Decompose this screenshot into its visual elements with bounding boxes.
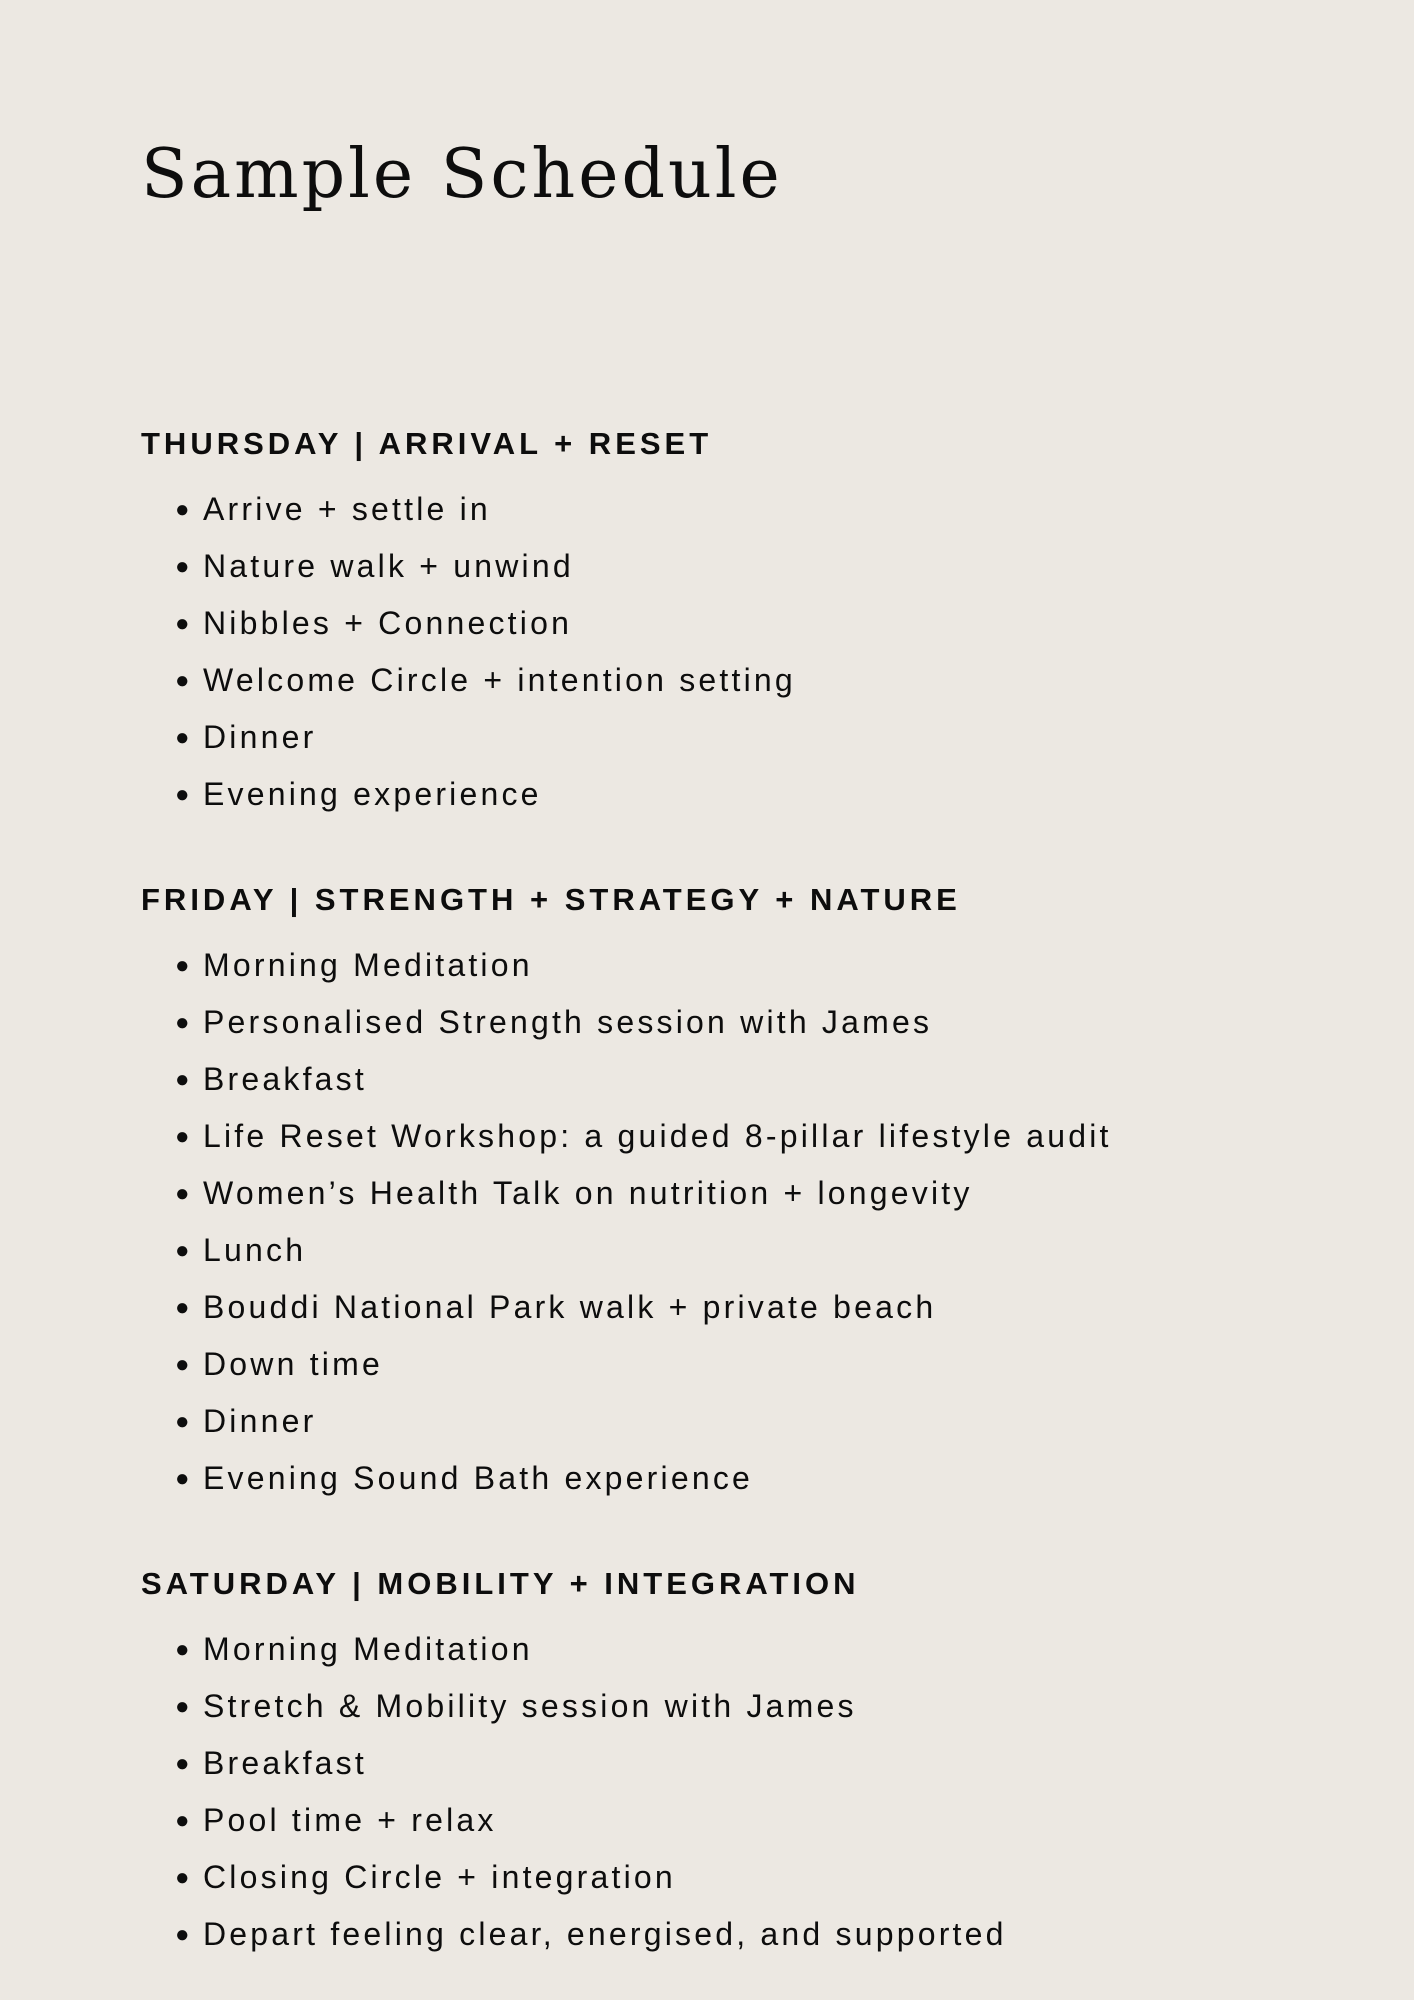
list-item xyxy=(141,481,1414,538)
list-item-label: Life Reset Workshop: a guided 8-pillar lifestyle audit xyxy=(203,1118,1112,1154)
bullet-icon: ● xyxy=(175,1636,190,1663)
list-item-label: Nature walk + unwind xyxy=(203,548,574,584)
list-item-label: Lunch xyxy=(203,1232,307,1268)
bullet-icon: ● xyxy=(175,1009,190,1036)
list-item xyxy=(141,766,1414,823)
bullet-icon: ● xyxy=(175,1294,190,1321)
bullet-icon: ● xyxy=(175,1864,190,1891)
list-item xyxy=(141,1336,1414,1393)
page-title: Sample Schedule xyxy=(141,135,783,214)
list-item xyxy=(141,538,1414,595)
bullet-icon: ● xyxy=(175,1237,190,1264)
section-friday xyxy=(141,880,1414,1507)
list-item-label: Evening Sound Bath experience xyxy=(203,1460,754,1496)
list-item xyxy=(141,1393,1414,1450)
bullet-icon: ● xyxy=(175,952,190,979)
list-item xyxy=(141,652,1414,709)
list-item-label: Closing Circle + integration xyxy=(203,1859,676,1895)
list-item-label: Breakfast xyxy=(203,1745,367,1781)
bullet-icon: ● xyxy=(175,553,190,580)
section-heading-saturday: SATURDAY | MOBILITY + INTEGRATION xyxy=(141,1566,860,1601)
list-item xyxy=(141,994,1414,1051)
list-item-label: Arrive + settle in xyxy=(203,491,491,527)
list-item-label: Nibbles + Connection xyxy=(203,605,573,641)
bullet-icon: ● xyxy=(175,1921,190,1948)
item-list-thursday xyxy=(141,481,1414,823)
bullet-icon: ● xyxy=(175,724,190,751)
list-item xyxy=(141,1279,1414,1336)
list-item-label: Pool time + relax xyxy=(203,1802,497,1838)
list-item xyxy=(141,1621,1414,1678)
item-list-saturday xyxy=(141,1621,1414,1963)
list-item-label: Dinner xyxy=(203,1403,317,1439)
bullet-icon: ● xyxy=(175,1693,190,1720)
bullet-icon: ● xyxy=(175,610,190,637)
list-item-label: Evening experience xyxy=(203,776,542,812)
list-item-label: Depart feeling clear, energised, and supported xyxy=(203,1916,1007,1952)
bullet-icon: ● xyxy=(175,496,190,523)
section-heading-thursday: THURSDAY | ARRIVAL + RESET xyxy=(141,426,713,461)
bullet-icon: ● xyxy=(175,1351,190,1378)
bullet-icon: ● xyxy=(175,1180,190,1207)
list-item-label: Down time xyxy=(203,1346,383,1382)
list-item xyxy=(141,937,1414,994)
list-item xyxy=(141,1792,1414,1849)
item-list-friday xyxy=(141,937,1414,1507)
bullet-icon: ● xyxy=(175,1123,190,1150)
list-item-label: Breakfast xyxy=(203,1061,367,1097)
bullet-icon: ● xyxy=(175,667,190,694)
list-item xyxy=(141,1450,1414,1507)
list-item-label: Morning Meditation xyxy=(203,1631,533,1667)
list-item-label: Stretch & Mobility session with James xyxy=(203,1688,857,1724)
list-item xyxy=(141,1108,1414,1165)
list-item-label: Dinner xyxy=(203,719,317,755)
bullet-icon: ● xyxy=(175,1807,190,1834)
list-item xyxy=(141,1906,1414,1963)
list-item xyxy=(141,1222,1414,1279)
list-item xyxy=(141,1051,1414,1108)
list-item-label: Personalised Strength session with James xyxy=(203,1004,933,1040)
list-item-label: Women’s Health Talk on nutrition + longevity xyxy=(203,1175,973,1211)
list-item xyxy=(141,1165,1414,1222)
list-item xyxy=(141,1735,1414,1792)
list-item xyxy=(141,595,1414,652)
list-item xyxy=(141,1849,1414,1906)
bullet-icon: ● xyxy=(175,1465,190,1492)
bullet-icon: ● xyxy=(175,781,190,808)
list-item xyxy=(141,709,1414,766)
list-item-label: Welcome Circle + intention setting xyxy=(203,662,796,698)
list-item xyxy=(141,1678,1414,1735)
section-heading-friday: FRIDAY | STRENGTH + STRATEGY + NATURE xyxy=(141,882,961,917)
list-item-label: Bouddi National Park walk + private beach xyxy=(203,1289,937,1325)
bullet-icon: ● xyxy=(175,1408,190,1435)
section-thursday xyxy=(141,424,1414,823)
bullet-icon: ● xyxy=(175,1066,190,1093)
bullet-icon: ● xyxy=(175,1750,190,1777)
section-saturday xyxy=(141,1564,1414,1963)
list-item-label: Morning Meditation xyxy=(203,947,533,983)
